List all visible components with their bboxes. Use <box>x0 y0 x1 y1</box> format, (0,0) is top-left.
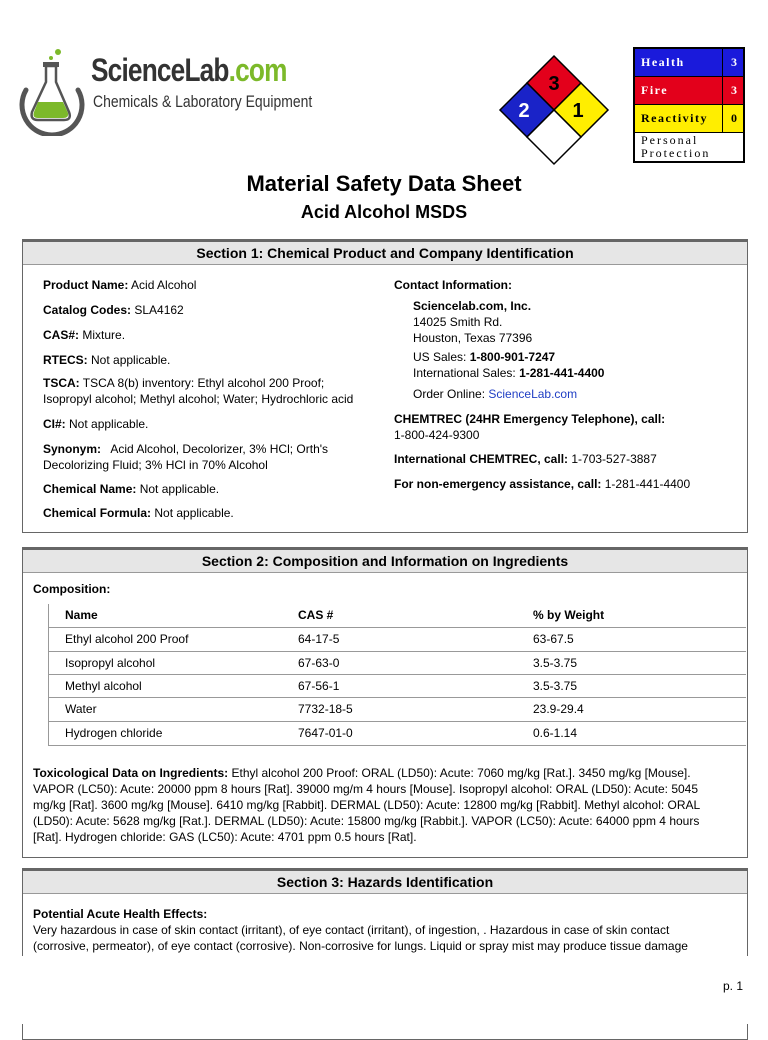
ingredient-name: Methyl alcohol <box>65 679 142 693</box>
hazard-row-fire <box>634 77 744 105</box>
ingredient-weight: 3.5-3.75 <box>533 656 578 670</box>
order-online-field: Order Online: ScienceLab.com <box>413 387 578 401</box>
ingredient-cas: 67-63-0 <box>298 656 340 670</box>
ingredient-cas: 64-17-5 <box>298 632 340 646</box>
nfpa-reactivity-value: 1 <box>572 100 584 122</box>
ingredient-cas: 7647-01-0 <box>298 726 353 740</box>
toxicological-data: Toxicological Data on Ingredients: Ethyl alcohol 200 Proof: ORAL (LD50): Acute: 7060 mg/kg [Rat.]. 3450 mg/kg [Mouse]. VAPOR (LC50): Acute: 20000 ppm 8 hours [Rat]. 39000 mg/m 4 hours [Mouse]. Isopropyl alcohol: ORAL (LD50): Acute: 5045 mg/kg [Rat]. 3600 mg/kg [Mouse]. 6410 mg/kg [Rabbit]. DERMAL (LD50): Acute: 12800 mg/kg [Rabbit]. Methyl alcohol: ORAL (LD50): Acute: 5628 mg/kg [Rat.]. DERMAL (LD50): Acute: 15800 mg/kg [Rabbit.]. VAPOR (LC50): Acute: 64000 ppm 4 hours [Rat]. Hydrogen chloride: GAS (LC50): Acute: 4701 ppm 0.5 hours [Rat]. <box>33 766 701 844</box>
nfpa-health-value: 2 <box>518 100 530 122</box>
page-number: p. 1 <box>723 979 744 993</box>
hazard-row-health <box>634 48 744 77</box>
table-row <box>48 674 746 698</box>
composition-table-left-border <box>48 604 49 745</box>
hazard-row-personal-protection <box>634 133 744 163</box>
ingredient-name: Water <box>65 702 97 716</box>
hazard-label: Fire <box>634 77 723 105</box>
ingredient-cas: 7732-18-5 <box>298 702 353 716</box>
intl-sales-field: International Sales: 1-281-441-4400 <box>413 366 605 380</box>
ingredient-weight: 3.5-3.75 <box>533 679 578 693</box>
tsca-field: TSCA: TSCA 8(b) inventory: Ethyl alcohol 200 Proof; Isopropyl alcohol; Methyl alcohol; Water; Hydrochloric acid <box>43 376 354 406</box>
cas-field: CAS#: Mixture. <box>43 328 126 342</box>
potential-acute-effects: Potential Acute Health Effects: Very hazardous in case of skin contact (irritant), of eye contact (irritant), of ingestion, . Hazardous in case of skin contact (corrosive, permeator), of eye contact (corrosive). Non-corrosive for lungs. Liquid or spray mist may produce tissue damage <box>33 907 688 953</box>
product-name-field: Product Name: Acid Alcohol <box>43 278 197 292</box>
ingredient-name: Hydrogen chloride <box>65 726 163 740</box>
table-row <box>48 627 746 651</box>
hazard-rating-table <box>633 47 745 163</box>
logo-wordmark: ScienceLab.com <box>91 52 287 88</box>
chemical-name-field: Chemical Name: Not applicable. <box>43 482 220 496</box>
page-title: Material Safety Data Sheet <box>246 171 522 196</box>
page-bottom-cover <box>0 956 768 1024</box>
page-subtitle: Acid Alcohol MSDS <box>300 202 468 222</box>
hazard-value: 3 <box>723 77 744 105</box>
column-header-cas: CAS # <box>298 608 334 622</box>
sciencelab-logo <box>18 46 318 136</box>
us-sales-field: US Sales: 1-800-901-7247 <box>413 350 556 364</box>
nfpa-diamond <box>498 54 610 166</box>
ingredient-name: Ethyl alcohol 200 Proof <box>65 632 189 646</box>
personal-protection-label: Personal Protection <box>634 133 744 163</box>
section-1-heading: Section 1: Chemical Product and Company Identification <box>23 240 747 265</box>
section-3-heading: Section 3: Hazards Identification <box>23 869 747 894</box>
section-2-heading: Section 2: Composition and Information on Ingredients <box>23 548 747 573</box>
column-header-name: Name <box>65 608 98 622</box>
hazard-value: 0 <box>723 105 744 133</box>
table-row <box>48 651 746 675</box>
hazard-label: Reactivity <box>634 105 723 133</box>
composition-label: Composition: <box>33 582 111 596</box>
catalog-codes-field: Catalog Codes: SLA4162 <box>43 303 184 317</box>
table-row <box>48 697 746 721</box>
composition-header-row <box>48 604 746 627</box>
ingredient-weight: 0.6-1.14 <box>533 726 578 740</box>
synonym-field: Synonym: Acid Alcohol, Decolorizer, 3% HCl; Orth's Decolorizing Fluid; 3% HCl in 70% Alcohol <box>43 442 329 472</box>
ingredient-cas: 67-56-1 <box>298 679 340 693</box>
ingredient-name: Isopropyl alcohol <box>65 656 156 670</box>
ingredient-weight: 63-67.5 <box>533 632 574 646</box>
logo-tagline: Chemicals & Laboratory Equipment <box>93 92 313 111</box>
non-emergency-field: For non-emergency assistance, call: 1-281-441-4400 <box>394 477 691 491</box>
column-header-weight: % by Weight <box>533 608 605 622</box>
address-line-2: Houston, Texas 77396 <box>413 331 533 345</box>
hazard-value: 3 <box>723 48 744 77</box>
hazard-row-reactivity <box>634 105 744 133</box>
table-row <box>48 721 746 746</box>
address-line-1: 14025 Smith Rd. <box>413 315 503 329</box>
chemtrec-field: CHEMTREC (24HR Emergency Telephone), call: 1-800-424-9300 <box>394 412 666 442</box>
ci-field: CI#: Not applicable. <box>43 417 149 431</box>
sciencelab-link[interactable]: ScienceLab.com <box>488 387 578 401</box>
hazard-label: Health <box>634 48 723 77</box>
chemical-formula-field: Chemical Formula: Not applicable. <box>43 506 234 520</box>
nfpa-fire-value: 3 <box>548 73 560 95</box>
intl-chemtrec-field: International CHEMTREC, call: 1-703-527-3887 <box>394 452 657 466</box>
rtecs-field: RTECS: Not applicable. <box>43 353 171 367</box>
company-name: Sciencelab.com, Inc. <box>413 299 532 313</box>
contact-info-label: Contact Information: <box>394 278 512 292</box>
ingredient-weight: 23.9-29.4 <box>533 702 584 716</box>
flask-icon <box>18 46 88 136</box>
